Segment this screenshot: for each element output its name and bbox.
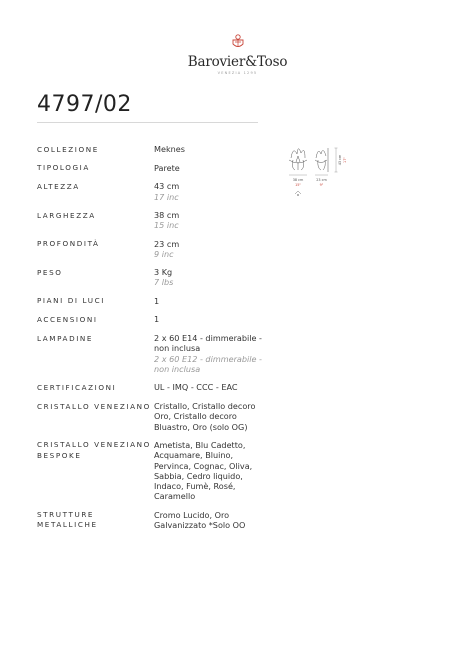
spec-value: Cristallo, Cristallo decoro Oro, Cristallo decoro Bluastro, Oro (solo OG) bbox=[154, 401, 256, 432]
spec-value: Parete bbox=[154, 162, 180, 173]
product-dimension-drawing bbox=[283, 140, 353, 208]
spec-label: COLLEZIONE bbox=[37, 144, 99, 154]
spec-row bbox=[37, 401, 267, 432]
width-dimension-inch: 15" bbox=[295, 183, 301, 187]
spec-row bbox=[37, 210, 267, 231]
spec-value-secondary: 2 x 60 E12 - dimmerabile - non inclusa bbox=[154, 353, 262, 375]
spec-row bbox=[37, 144, 267, 155]
spec-label: PROFONDITÀ bbox=[37, 239, 100, 249]
spec-value-secondary: 9 inc bbox=[154, 248, 174, 259]
spec-value: 2 x 60 E14 - dimmerabile - non inclusa bbox=[154, 333, 262, 354]
spec-label: LAMPADINE bbox=[37, 333, 94, 343]
spec-value-secondary: 7 lbs bbox=[154, 277, 174, 288]
spec-row bbox=[37, 181, 267, 202]
spec-row bbox=[37, 314, 267, 325]
spec-value-group bbox=[154, 401, 266, 432]
spec-label: LARGHEZZA bbox=[37, 210, 96, 220]
spec-value: 3 Kg bbox=[154, 267, 173, 278]
spec-value-group bbox=[154, 239, 266, 260]
spec-row bbox=[37, 440, 267, 502]
spec-value-group bbox=[154, 181, 266, 202]
front-view-icon bbox=[289, 149, 307, 170]
brand-logo bbox=[180, 34, 295, 75]
spec-label: CRISTALLO VENEZIANO bbox=[37, 401, 151, 411]
spec-row bbox=[37, 333, 267, 374]
spec-value-group bbox=[154, 333, 266, 374]
spec-table bbox=[37, 144, 267, 539]
side-view-icon bbox=[315, 148, 328, 172]
spec-row bbox=[37, 510, 267, 531]
brand-crest-icon bbox=[230, 34, 246, 50]
spec-label: PIANI DI LUCI bbox=[37, 296, 105, 306]
spec-value: 43 cm bbox=[154, 181, 180, 192]
spec-value-group bbox=[154, 267, 266, 288]
spec-value-group bbox=[154, 210, 266, 231]
height-dimension-inch: 17" bbox=[343, 157, 347, 163]
spec-row bbox=[37, 239, 267, 260]
spec-value: Ametista, Blu Cadetto, Acquamare, Bluino, Pervinca, Cognac, Oliva, Sabbia, Cedro liquido, Indaco, Fumè, Rosé, Caramello bbox=[154, 439, 253, 502]
spec-value-group bbox=[154, 163, 266, 174]
spec-value: Meknes bbox=[154, 144, 185, 154]
spec-value: 1 bbox=[154, 314, 160, 325]
spec-value: 23 cm bbox=[154, 238, 180, 249]
spec-value-group bbox=[154, 296, 266, 307]
spec-value-secondary: 17 inc bbox=[154, 191, 179, 202]
spec-value-group bbox=[154, 314, 266, 325]
spec-label: ACCENSIONI bbox=[37, 314, 98, 324]
spec-row bbox=[37, 382, 267, 393]
spec-label: TIPOLOGIA bbox=[37, 163, 90, 173]
spec-value: UL - IMQ - CCC - EAC bbox=[154, 382, 238, 393]
depth-dimension-inch: 9" bbox=[319, 183, 324, 187]
spec-label: CRISTALLO VENEZIANO BESPOKE bbox=[37, 440, 151, 460]
wall-mount-icon bbox=[295, 191, 301, 196]
spec-value: Cromo Lucido, Oro Galvanizzato *Solo OO bbox=[154, 509, 246, 531]
spec-label: PESO bbox=[37, 267, 63, 277]
spec-value-group bbox=[154, 382, 266, 393]
brand-name: Barovier&Toso bbox=[187, 54, 288, 70]
spec-row bbox=[37, 296, 267, 307]
spec-value: 38 cm bbox=[154, 210, 180, 220]
spec-label: CERTIFICAZIONI bbox=[37, 382, 117, 392]
height-dimension-label: 43 cm bbox=[338, 154, 342, 166]
spec-value: 1 bbox=[154, 295, 160, 306]
width-dimension-label: 38 cm bbox=[292, 178, 304, 182]
spec-label: STRUTTURE METALLICHE bbox=[37, 510, 98, 530]
product-code: 4797/02 bbox=[37, 92, 132, 117]
spec-row bbox=[37, 267, 267, 288]
spec-label: ALTEZZA bbox=[37, 181, 80, 191]
spec-row bbox=[37, 163, 267, 174]
depth-dimension-label: 23 cm bbox=[316, 178, 327, 182]
spec-value-group bbox=[154, 510, 266, 531]
spec-value-group bbox=[154, 440, 266, 502]
spec-value-secondary: 15 inc bbox=[154, 220, 179, 231]
title-divider bbox=[37, 122, 258, 123]
spec-value-group bbox=[154, 144, 266, 155]
brand-tagline: VENEZIA 1295 bbox=[217, 71, 258, 75]
